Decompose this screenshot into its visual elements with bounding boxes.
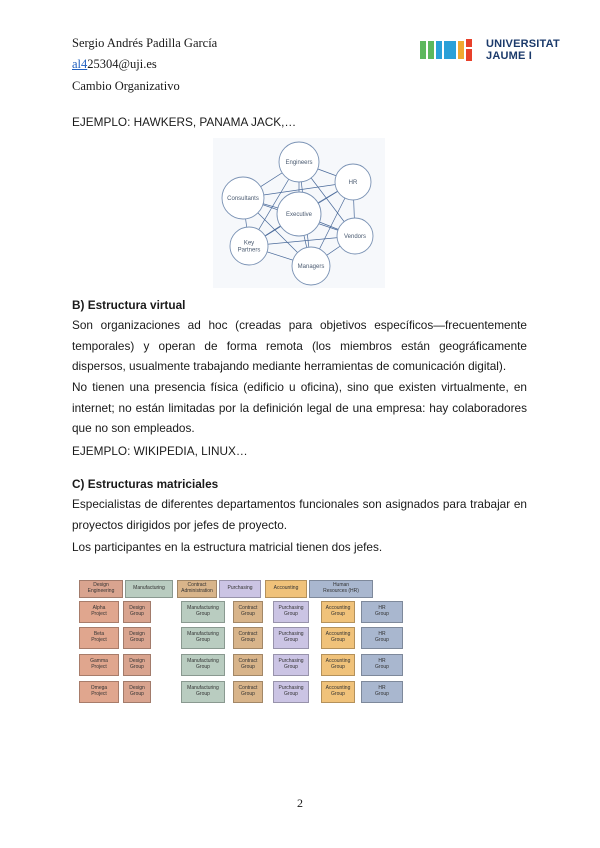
matrix-paragraph-1: Especialistas de diferentes departamentos funcionales son asignados para trabajar en proyectos dirigidos por jefes de proyecto. [72, 497, 527, 532]
network-node-label: Partners [237, 247, 261, 254]
matrix-group-cell: Manufacturing Group [181, 627, 225, 649]
matrix-group-cell: Purchasing Group [273, 627, 309, 649]
matrix-group-cell: HR Group [361, 654, 403, 676]
matrix-group-cell: Design Group [123, 681, 151, 703]
network-node-label: Managers [297, 264, 325, 270]
matrix-group-cell: Contract Group [233, 627, 263, 649]
matrix-group-cell: Design Group [123, 654, 151, 676]
email-link[interactable]: al4 [72, 57, 88, 71]
network-node-label: HR [348, 180, 358, 186]
logo-text-line2: JAUME I [486, 50, 533, 62]
matrix-column-header: Accounting [265, 580, 307, 598]
email-rest: 25304@uji.es [87, 57, 157, 71]
example-hawkers: EJEMPLO: HAWKERS, PANAMA JACK,… [72, 115, 297, 129]
matrix-group-cell: Contract Group [233, 681, 263, 703]
course-title: Cambio Organizativo [72, 79, 180, 93]
matrix-group-cell: HR Group [361, 627, 403, 649]
matrix-column-header: Design Engineering [79, 580, 123, 598]
matrix-group-cell: HR Group [361, 601, 403, 623]
author-name: Sergio Andrés Padilla García [72, 36, 218, 50]
matrix-row-project: Gamma Project [79, 654, 119, 676]
matrix-column-header: Purchasing [219, 580, 261, 598]
matrix-group-cell: Contract Group [233, 654, 263, 676]
matrix-column-header: Human Resources (HR) [309, 580, 373, 598]
matrix-group-cell: Purchasing Group [273, 654, 309, 676]
virtual-network-figure [213, 138, 385, 288]
matrix-group-cell: Manufacturing Group [181, 654, 225, 676]
matrix-row-project: Beta Project [79, 627, 119, 649]
matrix-paragraph-2: Los participantes en la estructura matricial tienen dos jefes. [72, 540, 383, 554]
matrix-group-cell: Accounting Group [321, 654, 355, 676]
heading-matrix-structure: C) Estructuras matriciales [72, 477, 219, 491]
author-email [72, 57, 157, 72]
matrix-column-header: Contract Administration [177, 580, 217, 598]
matrix-row-project: Alpha Project [79, 601, 119, 623]
matrix-column-header: Manufacturing [125, 580, 173, 598]
matrix-group-cell: Purchasing Group [273, 681, 309, 703]
matrix-group-cell: Accounting Group [321, 627, 355, 649]
heading-virtual-structure: B) Estructura virtual [72, 298, 186, 312]
logo-text-line1: UNIVERSITAT [486, 38, 560, 50]
matrix-group-cell: Design Group [123, 627, 151, 649]
page-number: 2 [297, 796, 303, 810]
matrix-group-cell: Manufacturing Group [181, 601, 225, 623]
logo-text [486, 38, 560, 62]
network-node-label: Engineers [285, 160, 313, 166]
matrix-group-cell: Manufacturing Group [181, 681, 225, 703]
matrix-group-cell: HR Group [361, 681, 403, 703]
matrix-structure-figure [77, 575, 410, 713]
virtual-paragraph-2: No tienen una presencia física (edificio u oficina), sino que existen virtualmente, en internet; no están limitadas por la definición legal de una empresa: hay colaboradores que no son empleados. [72, 380, 527, 435]
network-node-label: Executive [285, 212, 313, 218]
matrix-group-cell: Purchasing Group [273, 601, 309, 623]
matrix-row-project: Omega Project [79, 681, 119, 703]
matrix-group-cell: Accounting Group [321, 601, 355, 623]
matrix-group-cell: Design Group [123, 601, 151, 623]
virtual-paragraph-1: Son organizaciones ad hoc (creadas para objetivos específicos—frecuentemente temporales) y operan de forma remota (los miembros están geográficamente dispersos, usualmente trabajando mediante herramientas de comunicación digital). [72, 318, 527, 373]
matrix-group-cell: Accounting Group [321, 681, 355, 703]
network-node-label: Key [243, 240, 255, 247]
network-node-label: Consultants [227, 196, 259, 202]
example-wikipedia: EJEMPLO: WIKIPEDIA, LINUX… [72, 444, 248, 458]
matrix-group-cell: Contract Group [233, 601, 263, 623]
network-node-label: Vendors [343, 234, 367, 240]
